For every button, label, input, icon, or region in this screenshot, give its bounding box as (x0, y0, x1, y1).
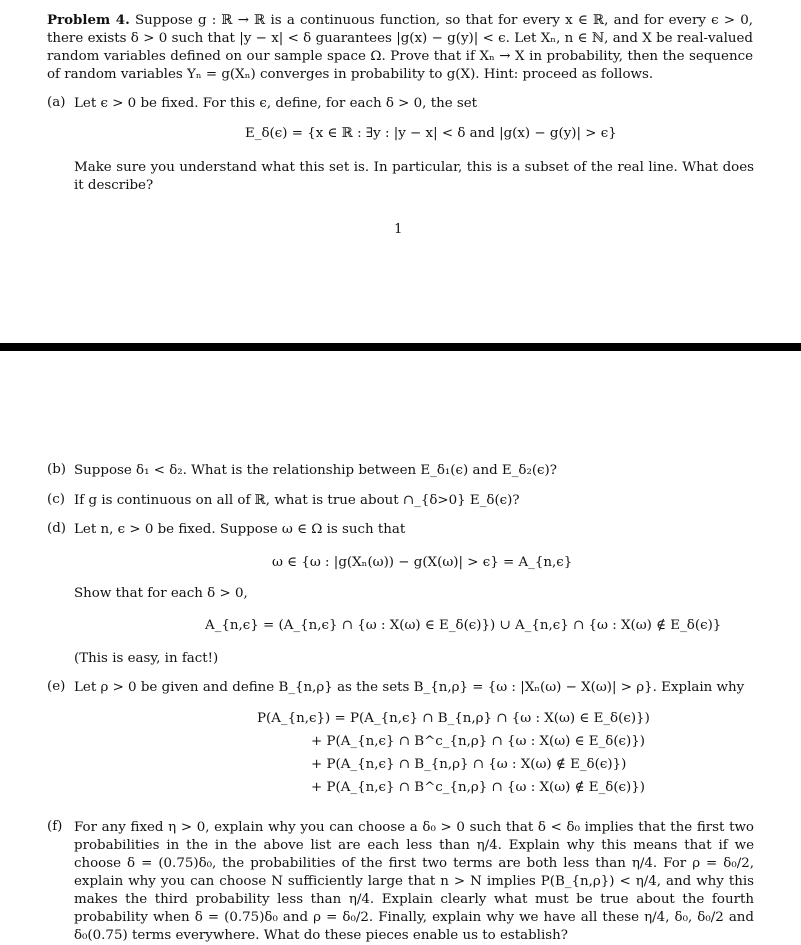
part-a-label: (a) (47, 95, 66, 110)
part-d-label: (d) (47, 521, 67, 536)
part-d-equation-1: ω ∈ {ω : |g(Xₙ(ω)) − g(X(ω)| > ϵ} = A_{n,ϵ} (272, 555, 573, 570)
page-number: 1 (394, 222, 403, 237)
part-e-equation-line-3: + P(A_{n,ϵ} ∩ B_{n,ρ} ∩ {ω : X(ω) ∉ E_δ(ϵ)}) (311, 757, 627, 772)
part-f-label: (f) (47, 819, 63, 834)
problem-statement (47, 11, 753, 84)
part-d-equation-2: A_{n,ϵ} = (A_{n,ϵ} ∩ {ω : X(ω) ∈ E_δ(ϵ)}) ∪ A_{n,ϵ} ∩ {ω : X(ω) ∉ E_δ(ϵ)} (205, 618, 722, 633)
part-e-equation-line-2: + P(A_{n,ϵ} ∩ B^c_{n,ρ} ∩ {ω : X(ω) ∈ E_δ(ϵ)}) (311, 734, 646, 749)
part-b-text: Suppose δ₁ < δ₂. What is the relationship between E_δ₁(ϵ) and E_δ₂(ϵ)? (74, 463, 557, 478)
page-divider (0, 343, 801, 351)
part-c-label: (c) (47, 492, 65, 507)
part-e-equation-line-4: + P(A_{n,ϵ} ∩ B^c_{n,ρ} ∩ {ω : X(ω) ∉ E_δ(ϵ)}) (311, 780, 646, 795)
part-c-text: If g is continuous on all of ℝ, what is true about ∩_{δ>0} E_δ(ϵ)? (74, 493, 520, 508)
problem-text: Suppose g : ℝ → ℝ is a continuous function, so that for every x ∈ ℝ, and for every ϵ > 0, there exists δ > 0 such that |y − x| < δ guarantees |g(x) − g(y)| < ϵ. Let Xₙ, n ∈ ℕ, and X be real-valued random variables defined on our sample space Ω. Prove that if Xₙ → X in probability, then the sequence of random variables Yₙ = g(Xₙ) converges in probability to g(X). Hint: proceed as follows. (47, 13, 754, 82)
problem-heading: Problem 4. (47, 12, 130, 28)
part-e-text: Let ρ > 0 be given and define B_{n,ρ} as the sets B_{n,ρ} = {ω : |Xₙ(ω) − X(ω)| > ρ}. Explain why (74, 680, 745, 695)
part-e-equation-line-1: P(A_{n,ϵ}) = P(A_{n,ϵ} ∩ B_{n,ρ} ∩ {ω : X(ω) ∈ E_δ(ϵ)}) (257, 711, 650, 726)
part-a-equation: E_δ(ϵ) = {x ∈ ℝ : ∃y : |y − x| < δ and |g(x) − g(y)| > ϵ} (245, 126, 617, 141)
part-e-label: (e) (47, 679, 66, 694)
page-1 (0, 0, 801, 343)
part-f-text: For any fixed η > 0, explain why you can choose a δ₀ > 0 such that δ < δ₀ implies that the first two probabilities in the in the above list are each less than η/4. Explain why this means that if we choose δ = (0.75)δ₀, the probabilities of the first two terms are both less than η/4. For ρ = δ₀/2, explain why you can choose N sufficiently large that n > N implies P(B_{n,ρ}) < η/4, and why this makes the third probability less than η/4. Explain clearly what must be true about the fourth probability when δ = (0.75)δ₀ and ρ = δ₀/2. Finally, explain why we have all these η/4, δ₀, δ₀/2 and δ₀(0.75) terms everywhere. What do these pieces enable us to establish? (74, 820, 754, 943)
part-a-text: Let ϵ > 0 be fixed. For this ϵ, define, for each δ > 0, the set (74, 96, 478, 111)
part-d-show: Show that for each δ > 0, (74, 586, 248, 601)
part-b-label: (b) (47, 462, 67, 477)
page-2 (0, 351, 801, 945)
part-d-text: Let n, ϵ > 0 be fixed. Suppose ω ∈ Ω is such that (74, 522, 406, 537)
part-a-followup: Make sure you understand what this set is. In particular, this is a subset of the real line. What does it describe? (74, 160, 754, 193)
part-d-note: (This is easy, in fact!) (74, 651, 219, 666)
